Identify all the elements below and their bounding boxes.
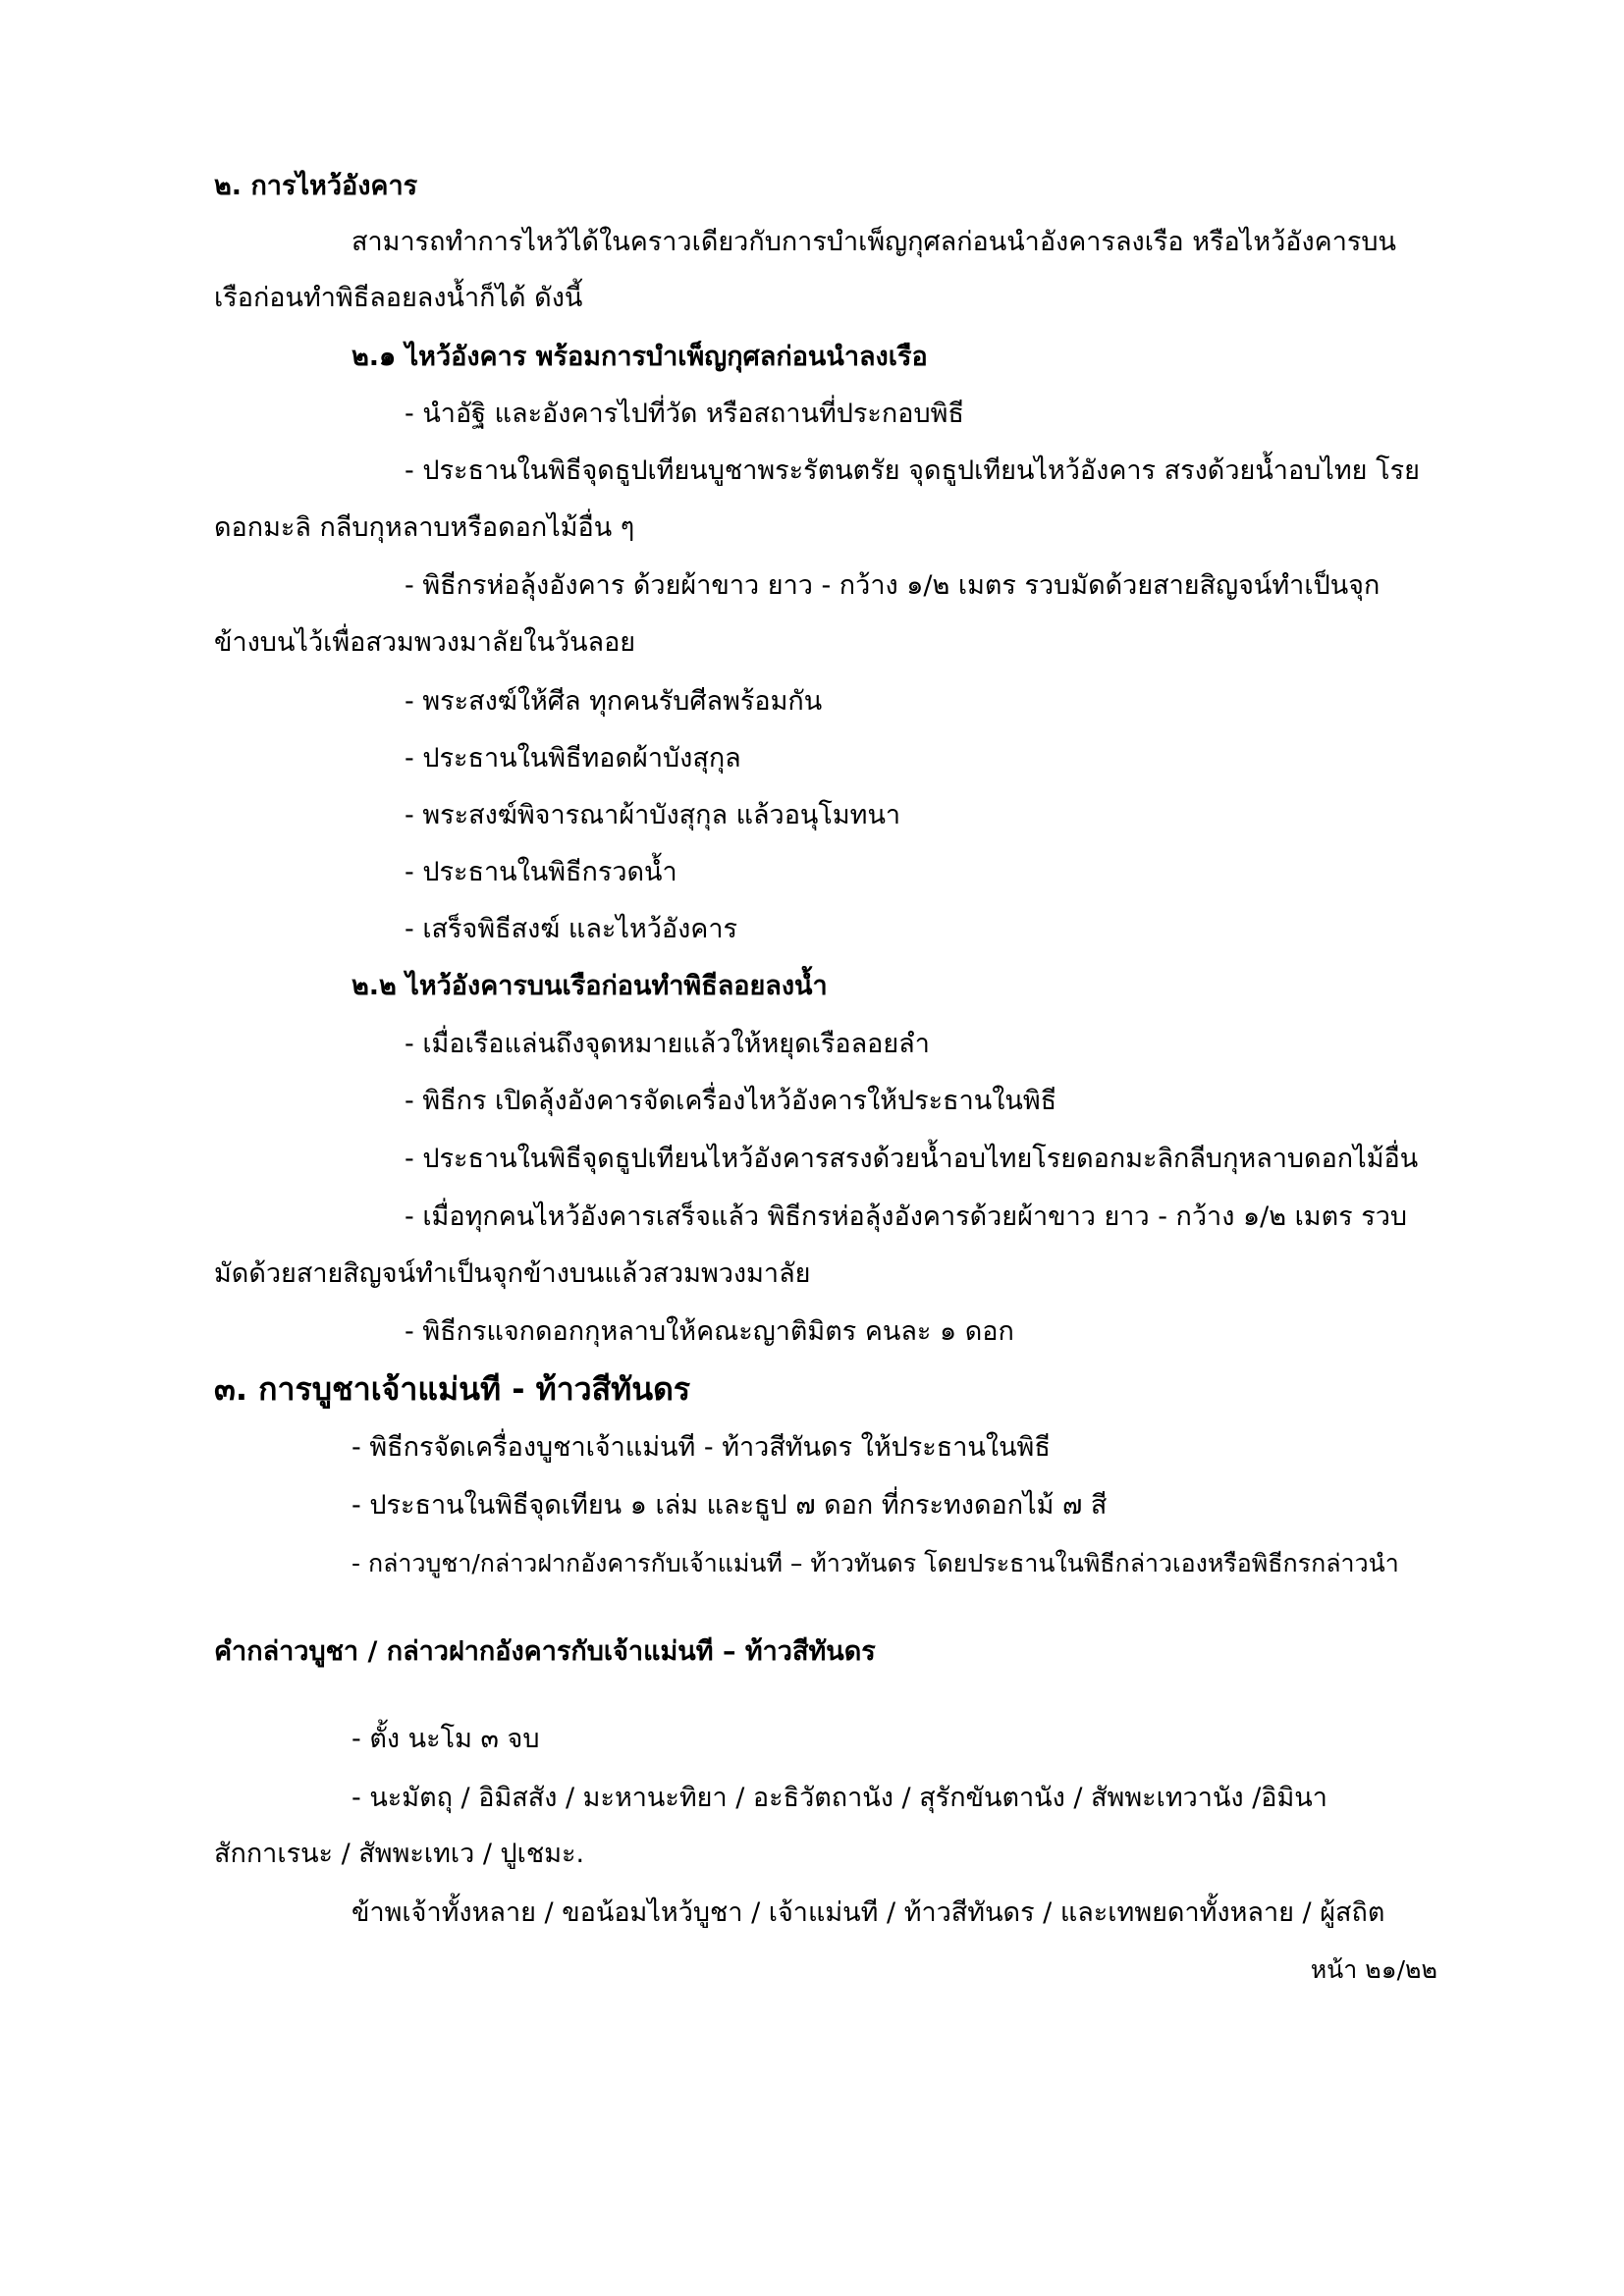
section2-2-item1: - เมื่อเรือแล่นถึงจุดหมายแล้วให้หยุดเรือลอยลำ [405,1029,930,1059]
section2-1-item2-line1: - ประธานในพิธีจุดธูปเทียนบูชาพระรัตนตรัย จุดธูปเทียนไหว้อังคาร สรงด้วยน้ำอบไทย โรย [405,455,1420,486]
section2-2-item4-line2: มัดด้วยสายสิญจน์ทำเป็นจุกข้างบนแล้วสวมพวงมาลัย [214,1258,811,1289]
section2-1-item5: - ประธานในพิธีทอดผ้าบังสุกุล [405,743,741,774]
section3-heading: ๓. การบูชาเจ้าแม่นที - ท้าวสีทันดร [214,1370,691,1408]
section2-2-item3: - ประธานในพิธีจุดธูปเทียนไหว้อังคารสรงด้วยน้ำอบไทยโรยดอกมะลิกลีบกุหลาบดอกไม้อื่น [405,1144,1419,1174]
section2-2-item4-line1: - เมื่อทุกคนไหว้อังคารเสร็จแล้ว พิธีกรห่อลุ้งอังคารด้วยผ้าขาว ยาว - กว้าง ๑/๒ เมตร รวบ [405,1201,1408,1232]
section2-1-item7: - ประธานในพิธีกรวดน้ำ [405,857,677,887]
invocation-line1: - ตั้ง นะโม ๓ จบ [352,1724,540,1754]
section2-2-item5: - พิธีกรแจกดอกกุหลาบให้คณะญาติมิตร คนละ ๑ ดอก [405,1316,1014,1347]
invocation-line4: ข้าพเจ้าทั้งหลาย / ขอน้อมไหว้บูชา / เจ้าแม่นที / ท้าวสีทันดร / และเทพยดาทั้งหลาย / ผู้สถิต [352,1897,1385,1928]
section2-2-item2: - พิธีกร เปิดลุ้งอังคารจัดเครื่องไหว้อังคารให้ประธานในพิธี [405,1086,1057,1116]
invocation-heading: คำกล่าวบูชา / กล่าวฝากอังคารกับเจ้าแม่นที – ท้าวสีทันดร [214,1636,876,1667]
invocation-line2: - นะมัตถุ / อิมิสสัง / มะหานะทิยา / อะธิวัตถานัง / สุรักขันตานัง / สัพพะเทวานัง /อิมินา [352,1783,1327,1813]
section2-2-heading: ๒.๒ ไหว้อังคารบนเรือก่อนทำพิธีลอยลงน้ำ [352,971,828,1001]
section2-1-item2-line2: ดอกมะลิ กลีบกุหลาบหรือดอกไม้อื่น ๆ [214,512,635,543]
section2-intro-line2: เรือก่อนทำพิธีลอยลงน้ำก็ได้ ดังนี้ [214,283,583,313]
section2-1-heading: ๒.๑ ไหว้อังคาร พร้อมการบำเพ็ญกุศลก่อนนำลงเรือ [352,342,928,372]
section2-1-item3-line2: ข้างบนไว้เพื่อสวมพวงมาลัยในวันลอย [214,627,636,658]
invocation-line3: สักกาเรนะ / สัพพะเทเว / ปูเชมะ. [214,1839,585,1869]
section3-item1: - พิธีกรจัดเครื่องบูชาเจ้าแม่นที - ท้าวสีทันดร ให้ประธานในพิธี [352,1432,1051,1463]
section2-1-item8: - เสร็จพิธีสงฆ์ และไหว้อังคาร [405,914,738,944]
section2-1-item3-line1: - พิธีกรห่อลุ้งอังคาร ด้วยผ้าขาว ยาว - กว้าง ๑/๒ เมตร รวบมัดด้วยสายสิญจน์ทำเป็นจุก [405,570,1380,601]
page-number: หน้า ๒๑/๒๒ [1310,1955,1437,1984]
section3-item3: - กล่าวบูชา/กล่าวฝากอังคารกับเจ้าแม่นที – ท้าวทันดร โดยประธานในพิธีกล่าวเองหรือพิธีกรกล่าวนำ [352,1549,1399,1577]
section2-heading: ๒. การไหว้อังคาร [214,171,418,201]
section2-1-item4: - พระสงฆ์ให้ศีล ทุกคนรับศีลพร้อมกัน [405,686,823,717]
section2-intro-line1: สามารถทำการไหว้ได้ในคราวเดียวกับการบำเพ็ญกุศลก่อนนำอังคารลงเรือ หรือไหว้อังคารบน [352,227,1396,257]
section3-item2: - ประธานในพิธีจุดเทียน ๑ เล่ม และธูป ๗ ดอก ที่กระทงดอกไม้ ๗ สี [352,1490,1108,1521]
section2-1-item6: - พระสงฆ์พิจารณาผ้าบังสุกุล แล้วอนุโมทนา [405,800,901,830]
section2-1-item1: - นำอัฐิ และอังคารไปที่วัด หรือสถานที่ประกอบพิธี [405,399,964,429]
